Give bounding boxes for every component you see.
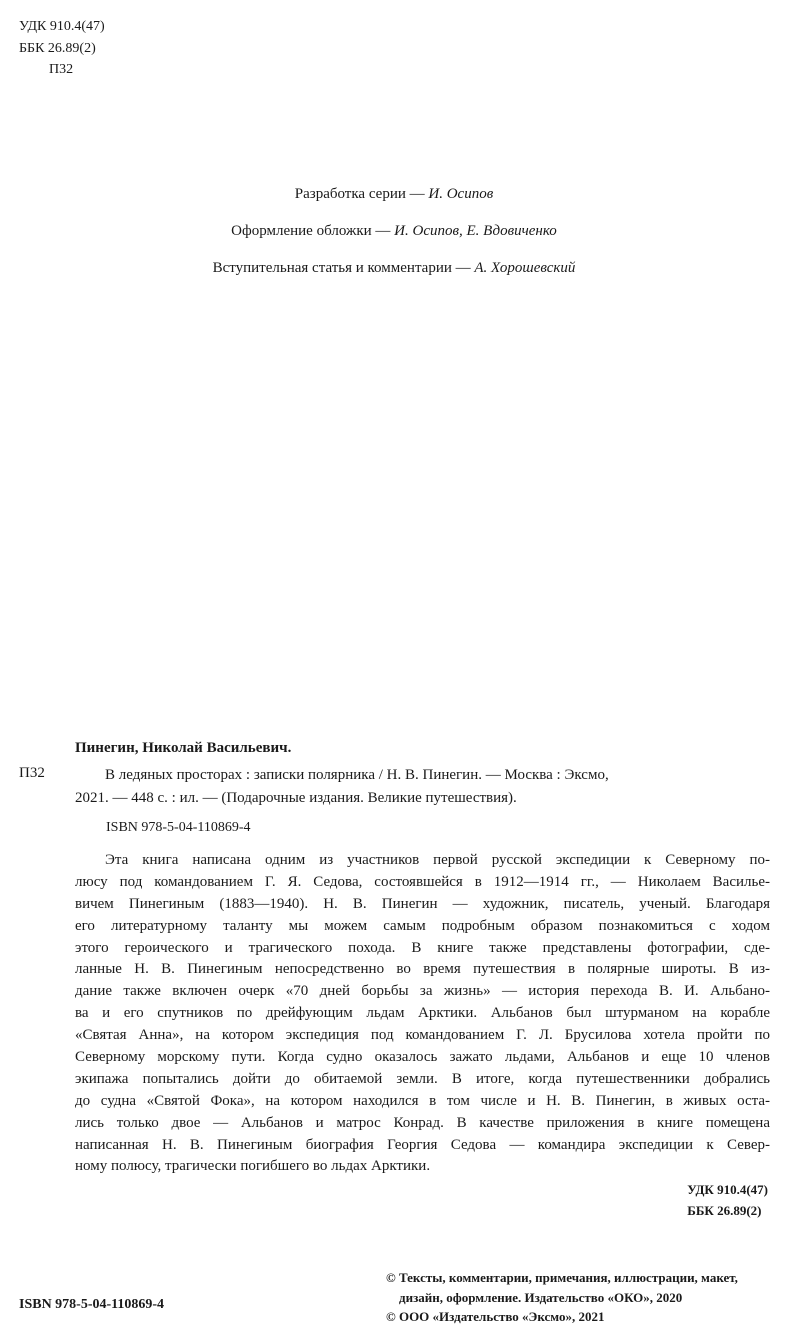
abstract-line: Эта книга написана одним из участников первой русской экспедиции к Северному по- [105,852,770,868]
abstract-line: этого героического и трагического похода. В книге также представлены фотографии, сде- [75,939,770,956]
abstract-line: вичем Пинегиным (1883—1940). Н. В. Пинегин — художник, писатель, ученый. Благодаря [75,895,770,912]
copyright-line-1: © Тексты, комментарии, примечания, иллюстрации, макет, [386,1270,738,1285]
udk-code-bottom: УДК 910.4(47) [687,1182,768,1197]
series-credit-label: Разработка серии — [294,186,429,202]
author-mark: П32 [49,62,74,77]
author-heading: Пинегин, Николай Васильевич. [75,740,292,756]
abstract-line: ланные Н. В. Пинегиным непосредственно во время путешествия в полярные широты. В из- [75,961,770,978]
bibliographic-description [75,764,770,810]
series-credit [0,176,788,213]
isbn-entry: ISBN 978-5-04-110869-4 [106,820,251,835]
abstract-line: дание также включен очерк «70 дней борьбы за жизнь» — история перехода В. И. Альбано- [75,983,770,1000]
intro-credit-name: А. Хорошевский [474,260,576,276]
abstract-line: ва и его спутников по дрейфующим льдам Арктики. Альбанов был штурманом на корабле [75,1005,770,1022]
bbk-code-bottom: ББК 26.89(2) [687,1203,762,1218]
intro-credit-label: Вступительная статья и комментарии — [212,260,475,276]
bbk-code: ББК 26.89(2) [19,40,96,56]
abstract-line: до судна «Святой Фока», на котором находился в том числе и Н. В. Пинегин, в живых оста- [75,1092,770,1109]
copyright-line-2: дизайн, оформление. Издательство «ОКО», 2020 [399,1289,683,1305]
abstract-line: экипажа попытались дойти до обитаемой земли. В итоге, когда путешественники добрались [75,1070,770,1087]
cover-credit [0,213,788,250]
abstract-paragraph [75,850,770,1178]
abstract-line: его литературному таланту мы можем самым подробным образом познакомиться с ходом [75,917,770,934]
cover-credit-label: Оформление обложки — [231,223,395,239]
bibliographic-description-line-2: 2021. — 448 с. : ил. — (Подарочные издания. Великие путешествия). [75,790,517,806]
intro-credit [0,250,788,287]
bibliographic-description-line-1: В ледяных просторах : записки полярника / Н. В. Пинегин. — Москва : Эксмо, [105,767,609,783]
copyright-block [386,1268,738,1327]
bibliographic-author-mark: П32 [19,765,45,781]
abstract-line: «Святая Анна», на котором экспедиция под командованием Г. Л. Брусилова хотела пройти по [75,1027,770,1044]
top-classification-codes [19,16,105,81]
abstract-line: лись только двое — Альбанов и матрос Конрад. В качестве приложения в книге помещена [75,1114,770,1131]
udk-code: УДК 910.4(47) [19,19,105,34]
credits-block [0,176,788,287]
cover-credit-names: И. Осипов, Е. Вдовиченко [394,223,557,239]
series-credit-name: И. Осипов [428,186,494,202]
abstract-line: написанная Н. В. Пинегиным биография Георгия Седова — командира экспедиции к Север- [75,1136,770,1153]
abstract-line: Северному морскому пути. Когда судно оказалось зажато льдами, Альбанов и еще 10 членов [75,1049,770,1066]
isbn-footer: ISBN 978-5-04-110869-4 [19,1297,165,1312]
abstract-line: ному полюсу, трагически погибшего во льдах Арктики. [75,1158,431,1175]
bottom-classification-codes [687,1179,768,1221]
copyright-line-3: © ООО «Издательство «Эксмо», 2021 [386,1309,605,1324]
abstract-line: люсу под командованием Г. Я. Седова, состоявшейся в 1912—1914 гг., — Николаем Василье- [75,873,770,890]
